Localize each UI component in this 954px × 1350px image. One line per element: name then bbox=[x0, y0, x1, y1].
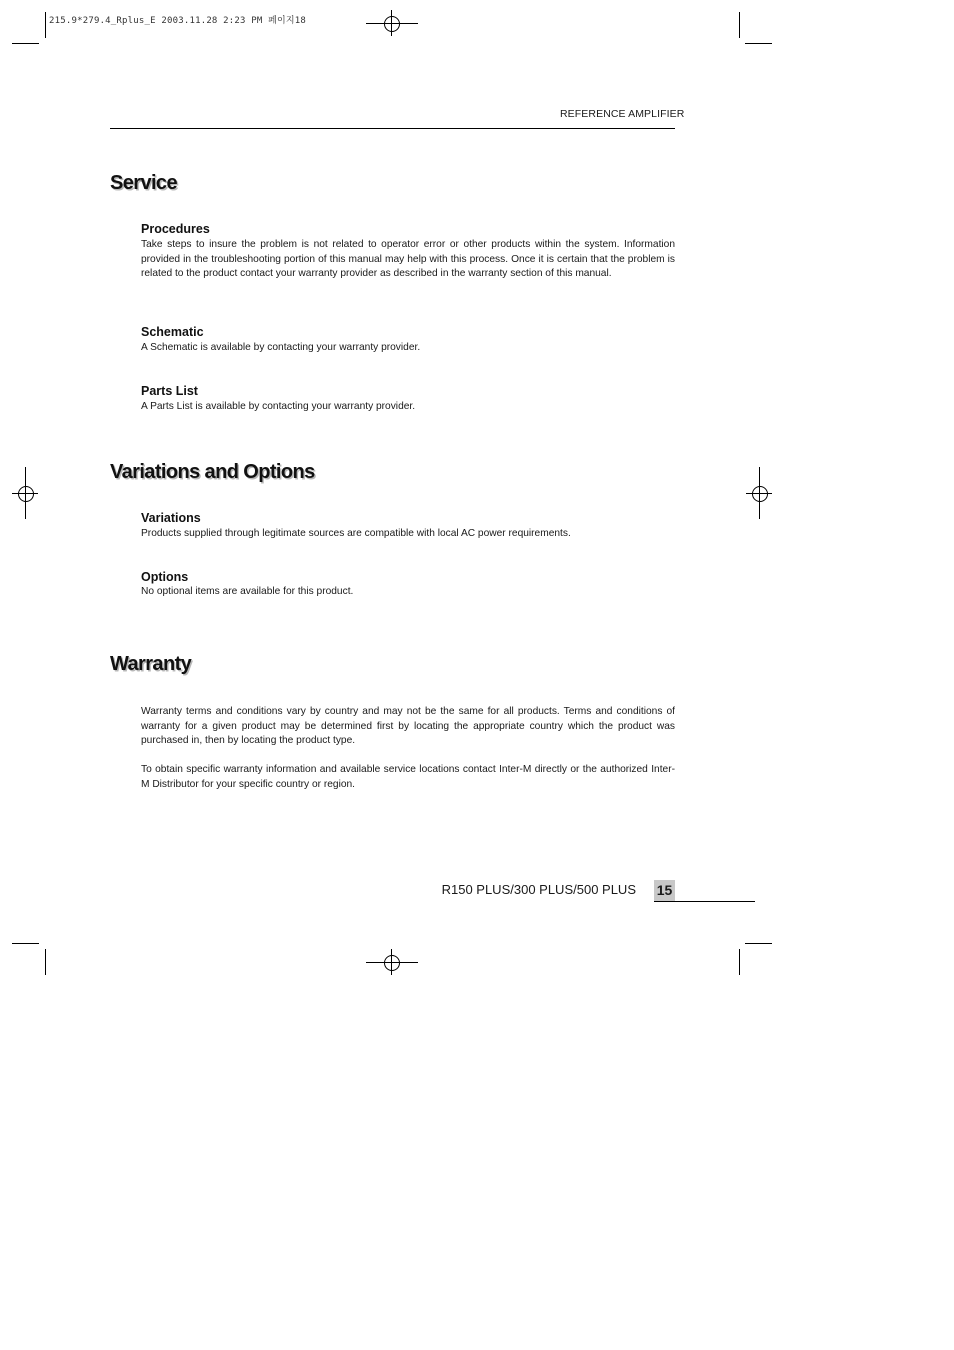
subheading-procedures: Procedures bbox=[141, 222, 210, 236]
crop-mark bbox=[745, 943, 772, 944]
variations-text: Products supplied through legitimate sources are compatible with local AC power requirements. bbox=[141, 528, 571, 539]
section-title-variations-options: Variations and Options bbox=[110, 461, 315, 483]
header-rule bbox=[110, 128, 675, 129]
footer-rule bbox=[654, 901, 755, 902]
subheading-schematic: Schematic bbox=[141, 325, 204, 339]
procedures-text: Take steps to insure the problem is not related to operator error or other products within the system. Information provided in the troubleshooting portion of this manual may help with this process. Once it is certain that the problem is related to the product contact your warranty provider as described in the warranty section of this manual. bbox=[141, 239, 675, 280]
warranty-paragraph-1: Warranty terms and conditions vary by country and may not be the same for all products. Terms and conditions of warranty for a given product may be determined first by locating the appropriate country which the product was purchased in, then by locating the product type. bbox=[141, 706, 675, 747]
crop-mark bbox=[739, 12, 740, 38]
crop-mark bbox=[45, 12, 46, 38]
parts-list-text: A Parts List is available by contacting your warranty provider. bbox=[141, 401, 416, 412]
subheading-options: Options bbox=[141, 570, 189, 584]
print-slug: 215.9*279.4_Rplus_E 2003.11.28 2:23 PM 페이지18 bbox=[49, 16, 307, 26]
options-text: No optional items are available for this product. bbox=[141, 586, 354, 597]
section-title-service: Service bbox=[110, 172, 177, 194]
section-title-warranty: Warranty bbox=[110, 653, 192, 675]
crop-mark bbox=[12, 43, 39, 44]
crop-mark bbox=[739, 949, 740, 975]
schematic-text: A Schematic is available by contacting your warranty provider. bbox=[141, 342, 421, 353]
running-header: REFERENCE AMPLIFIER bbox=[560, 108, 685, 120]
footer-model-name: R150 PLUS/300 PLUS/500 PLUS bbox=[441, 882, 636, 897]
crop-mark bbox=[745, 43, 772, 44]
subheading-parts-list: Parts List bbox=[141, 384, 198, 398]
crop-mark bbox=[12, 943, 39, 944]
warranty-paragraph-2: To obtain specific warranty information and available service locations contact Inter-M directly or the authorized Inter-M Distributor for your specific country or region. bbox=[141, 764, 675, 790]
page-number: 15 bbox=[654, 880, 675, 901]
crop-mark bbox=[45, 949, 46, 975]
subheading-variations: Variations bbox=[141, 511, 201, 525]
